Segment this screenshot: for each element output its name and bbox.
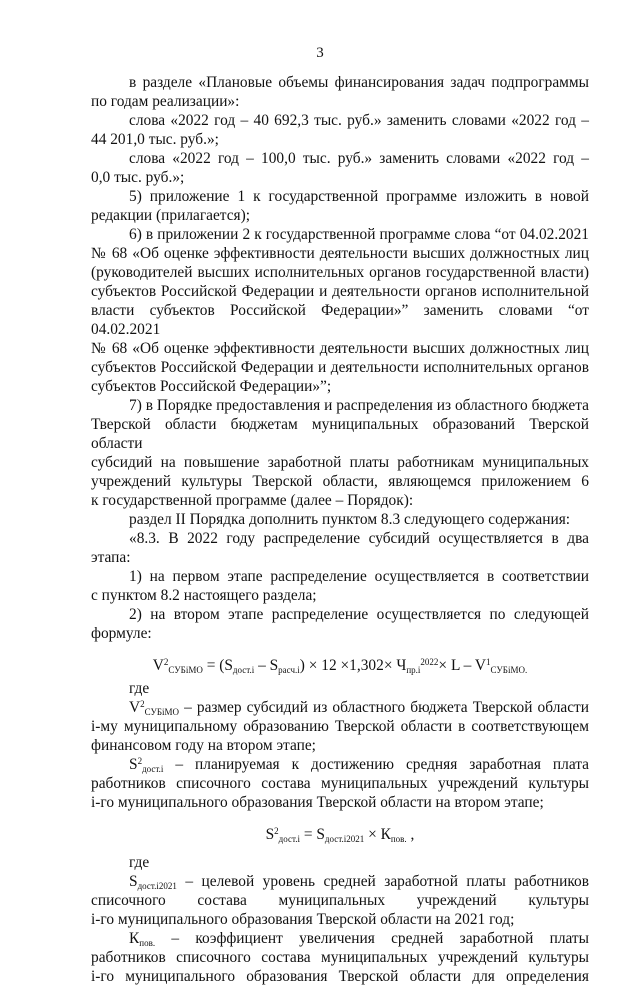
paragraph: где	[129, 854, 150, 871]
paragraph: в разделе «Плановые объемы финансирования задач подпрограммы	[129, 74, 589, 91]
paragraph: по годам реализации»:	[91, 93, 240, 110]
paragraph: где	[129, 680, 150, 697]
paragraph: субъектов Российской Федерации и деятельности исполнительных органов	[91, 359, 589, 376]
document-body	[91, 73, 589, 986]
paragraph: «8.3. В 2022 году распределение субсидий осуществляется в два этапа:	[91, 530, 589, 566]
formula-salary: $S^2_{дост.i} = S_{дост.i2021} \times К_{пов.}$ ,	[265, 826, 415, 844]
definition: $V^2_{СУБiМО}$ – размер субсидий из областного бюджета Тверской области	[129, 699, 590, 717]
paragraph: к государственной программе (далее – Порядок):	[91, 492, 414, 509]
paragraph: 0,0 тыс. руб.»;	[91, 169, 185, 186]
paragraph: 44 201,0 тыс. руб.»;	[91, 131, 219, 148]
paragraph: финансовом году на втором этапе;	[91, 737, 316, 754]
paragraph: списочного состава муниципальных учреждений культуры	[91, 892, 589, 909]
paragraph: с пунктом 8.2 настоящего раздела;	[91, 587, 317, 604]
paragraph: № 68 «Об оценке эффективности деятельности высших должностных лиц	[91, 245, 589, 262]
paragraph: работников списочного состава муниципальных учреждений культуры	[91, 949, 589, 966]
paragraph: работников списочного состава муниципальных учреждений культуры	[91, 775, 589, 792]
paragraph: 6) в приложении 2 к государственной программе слова “от 04.02.2021	[129, 226, 589, 243]
paragraph: формуле:	[91, 625, 152, 642]
paragraph: учреждений культуры Тверской области, являющемся приложением 6	[91, 473, 589, 490]
paragraph: i-го муниципального образования Тверской области для определения	[91, 968, 589, 985]
paragraph: № 68 «Об оценке эффективности деятельности высших должностных лиц	[91, 340, 589, 357]
paragraph: субъектов Российской Федерации и деятельности органов исполнительной	[91, 283, 589, 300]
formula-subsidy: $V^2_{СУБiМО} = (S_{дост.i} - S_{расч.i}) \times 12 \times 1,302\times Ч_{пр.i}^{2022}\times L - V^1_{СУБiМО.}$	[152, 657, 528, 675]
definition: $К_{пов.}$ – коэффициент увеличения средней заработной платы	[129, 930, 589, 948]
paragraph: раздел II Порядка дополнить пунктом 8.3 следующего содержания:	[129, 511, 571, 528]
paragraph: i-го муниципального образования Тверской области на 2021 год;	[91, 911, 515, 928]
paragraph: 7) в Порядке предоставления и распределения из областного бюджета	[129, 397, 589, 414]
paragraph: 2) на втором этапе распределение осуществляется по следующей	[129, 606, 589, 623]
definition: $S_{дост.i2021}$ – целевой уровень средней заработной платы работников	[129, 873, 590, 891]
paragraph: 1) на первом этапе распределение осуществляется в соответствии	[129, 568, 589, 585]
paragraph: i-му муниципальному образованию Тверской области в соответствующем	[91, 718, 589, 735]
paragraph: (руководителей высших исполнительных органов государственной власти)	[91, 264, 589, 281]
paragraph: слова «2022 год – 100,0 тыс. руб.» заменить словами «2022 год –	[129, 150, 589, 167]
paragraph: Тверской области бюджетам муниципальных образований Тверской области	[91, 416, 589, 452]
paragraph: 5) приложение 1 к государственной программе изложить в новой	[129, 188, 589, 205]
paragraph: власти субъектов Российской Федерации»” заменить словами “от 04.02.2021	[91, 302, 589, 338]
page-number: 3	[316, 45, 324, 61]
paragraph: субсидий на повышение заработной платы работникам муниципальных	[91, 454, 589, 471]
paragraph: субъектов Российской Федерации»”;	[91, 378, 332, 395]
paragraph: i-го муниципального образования Тверской области на втором этапе;	[91, 794, 544, 811]
paragraph: слова «2022 год – 40 692,3 тыс. руб.» заменить словами «2022 год –	[129, 112, 589, 129]
definition: $S^2_{дост.i}$ – планируемая к достижению средняя заработная плата	[129, 756, 590, 774]
paragraph: редакции (прилагается);	[91, 207, 251, 224]
